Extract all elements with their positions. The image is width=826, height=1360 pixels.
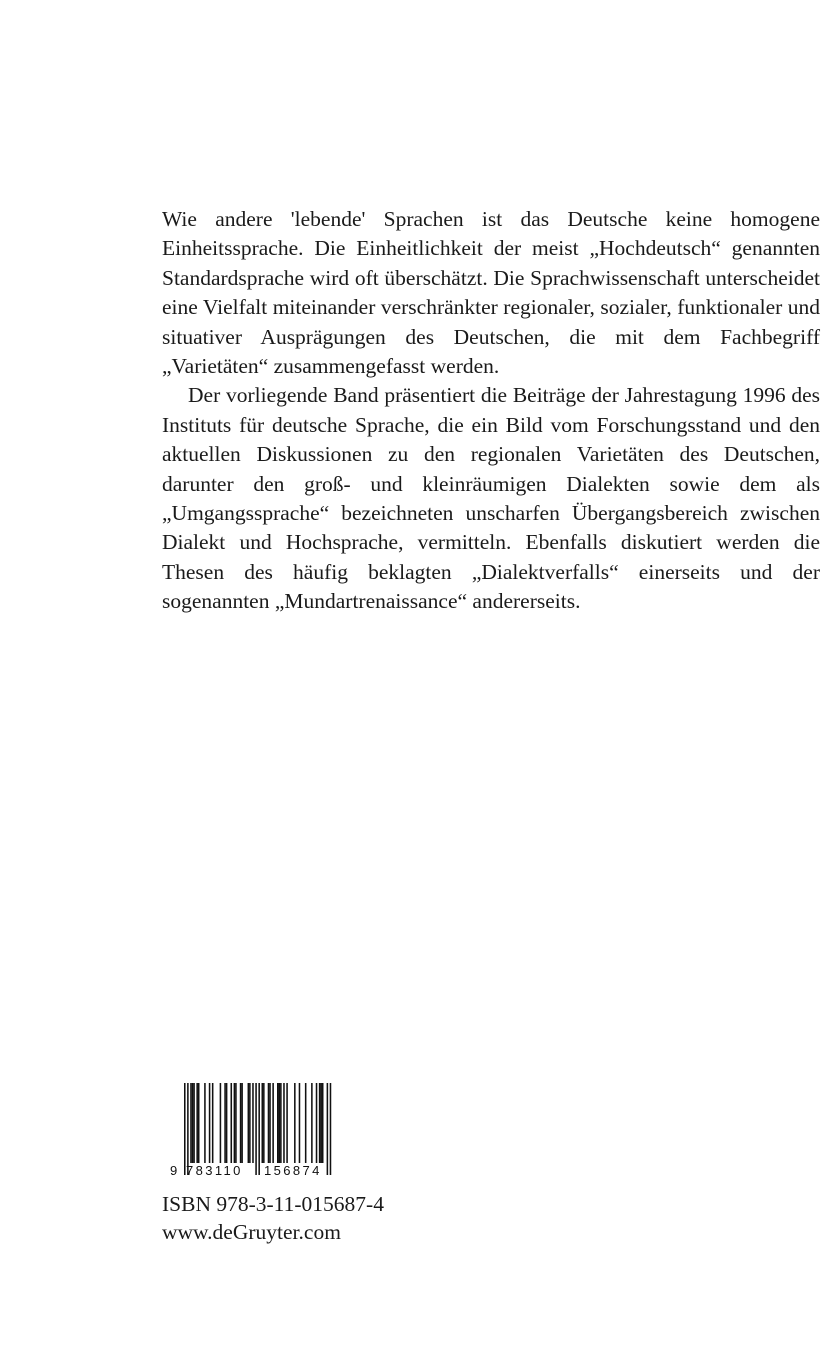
isbn-text: ISBN 978-3-11-015687-4 bbox=[162, 1192, 384, 1216]
barcode-bar bbox=[320, 1083, 322, 1163]
barcode-bar bbox=[269, 1083, 271, 1163]
isbn-barcode bbox=[170, 1083, 338, 1183]
barcode-bar bbox=[198, 1083, 200, 1163]
barcode-bar bbox=[184, 1083, 186, 1175]
barcode-bar bbox=[294, 1083, 296, 1163]
barcode-bar bbox=[305, 1083, 307, 1163]
barcode-bar bbox=[286, 1083, 288, 1163]
barcode-bar bbox=[209, 1083, 211, 1163]
barcode-bar bbox=[235, 1083, 237, 1163]
barcode-bar bbox=[224, 1083, 226, 1163]
barcode-bar bbox=[212, 1083, 214, 1163]
publisher-website: www.deGruyter.com bbox=[162, 1220, 341, 1244]
barcode-bar bbox=[283, 1083, 285, 1163]
barcode-bar bbox=[319, 1083, 321, 1163]
imprint bbox=[162, 1190, 384, 1246]
barcode-bar bbox=[272, 1083, 274, 1163]
barcode-digits bbox=[170, 1163, 338, 1181]
barcode-bar bbox=[249, 1083, 251, 1163]
barcode-bar bbox=[299, 1083, 301, 1163]
barcode-bar bbox=[226, 1083, 228, 1163]
barcode-bar bbox=[255, 1083, 257, 1175]
barcode-bar bbox=[277, 1083, 279, 1163]
barcode-bar bbox=[187, 1083, 189, 1175]
barcode-bar bbox=[234, 1083, 236, 1163]
barcode-bar bbox=[220, 1083, 222, 1163]
barcode-bar bbox=[252, 1083, 254, 1163]
barcode-bar bbox=[241, 1083, 243, 1163]
barcode-bar bbox=[196, 1083, 198, 1163]
barcode-bar bbox=[248, 1083, 250, 1163]
barcode-bar bbox=[190, 1083, 192, 1163]
barcode-bar bbox=[258, 1083, 260, 1175]
barcode-bar bbox=[240, 1083, 242, 1163]
barcode-digits-left: 783110 bbox=[186, 1163, 243, 1178]
barcode-digits-right: 156874 bbox=[264, 1163, 322, 1178]
barcode-digit-first: 9 bbox=[170, 1163, 178, 1178]
barcode-bar bbox=[263, 1083, 265, 1163]
blurb-paragraph-2: Der vorliegende Band präsentiert die Beiträge der Jahrestagung 1996 des Instituts für deutsche Sprache, die ein Bild vom Forschungsstand und den aktuellen Diskussionen zu den regionalen Varietäten des Deutschen, darunter den groß- und kleinräumigen Dialekten sowie dem als „Umgangssprache“ bezeichneten unscharfen Übergangsbereich zwischen Dialekt und Hochsprache, vermitteln. Ebenfalls diskutiert werden die Thesen des häufig beklagten „Dialektverfalls“ einerseits und der sogenannten „Mundartrenaissance“ andererseits. bbox=[162, 383, 820, 614]
blurb-paragraph-1: Wie andere 'lebende' Sprachen ist das Deutsche keine homogene Einheitssprache. Die Einheitlichkeit der meist „Hochdeutsch“ genannten Standardsprache wird oft überschätzt. Die Sprachwissenschaft unterscheidet eine Vielfalt miteinander verschränkter regionaler, sozialer, funktionaler und situativer Ausprägungen des Deutschen, die mit dem Fachbegriff „Varietäten“ zusammengefasst werden. bbox=[162, 207, 820, 379]
barcode-bar bbox=[327, 1083, 329, 1175]
barcode-bar bbox=[268, 1083, 270, 1163]
barcode-bar bbox=[279, 1083, 281, 1163]
barcode-bar bbox=[280, 1083, 282, 1163]
barcode-bar bbox=[322, 1083, 324, 1163]
barcode-bar bbox=[231, 1083, 233, 1163]
barcode-bar bbox=[262, 1083, 264, 1163]
barcode-bar bbox=[330, 1083, 332, 1175]
barcode-bar bbox=[311, 1083, 313, 1163]
blurb-text bbox=[162, 205, 820, 617]
barcode-bar bbox=[204, 1083, 206, 1163]
barcode-bar bbox=[193, 1083, 195, 1163]
barcode-bar bbox=[316, 1083, 318, 1163]
barcode-bar bbox=[192, 1083, 194, 1163]
